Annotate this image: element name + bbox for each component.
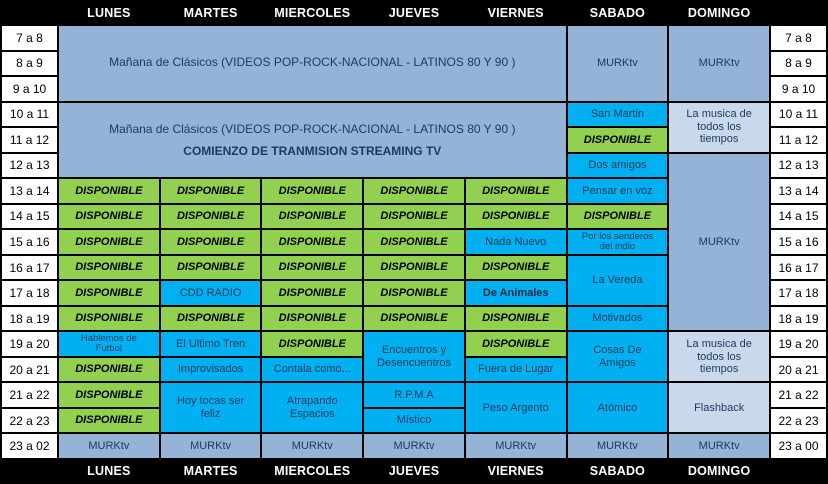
corner-cell (771, 2, 826, 24)
schedule-cell-disponible[interactable]: DISPONIBLE (161, 205, 261, 229)
schedule-cell-disponible[interactable]: DISPONIBLE (262, 332, 362, 356)
schedule-cell-disponible[interactable]: DISPONIBLE (466, 205, 566, 229)
schedule-cell-disponible[interactable]: DISPONIBLE (364, 205, 464, 229)
time-slot-left: 13 a 14 (2, 179, 57, 203)
schedule-cell-murktv[interactable]: MURKtv (59, 434, 159, 458)
time-slot-left: 8 a 9 (2, 52, 57, 76)
schedule-cell-atomico[interactable]: Atómico (568, 383, 668, 432)
day-header-miercoles: MIERCOLES (262, 2, 362, 24)
schedule-cell-disponible[interactable]: DISPONIBLE (466, 179, 566, 203)
day-header-sabado-bottom: SABADO (568, 460, 668, 482)
schedule-cell-disponible[interactable]: DISPONIBLE (59, 409, 159, 433)
schedule-cell-disponible[interactable]: DISPONIBLE (364, 179, 464, 203)
corner-cell (2, 2, 57, 24)
schedule-cell-disponible[interactable]: DISPONIBLE (466, 332, 566, 356)
day-header-domingo-bottom: DOMINGO (669, 460, 769, 482)
schedule-cell-disponible[interactable]: DISPONIBLE (59, 256, 159, 280)
time-slot-left: 17 a 18 (2, 281, 57, 305)
schedule-cell-disponible[interactable]: DISPONIBLE (466, 256, 566, 280)
time-slot-right: 23 a 00 (771, 434, 826, 458)
time-slot-left: 12 a 13 (2, 154, 57, 178)
schedule-cell-disponible[interactable]: DISPONIBLE (364, 230, 464, 254)
time-slot-right: 11 a 12 (771, 128, 826, 152)
day-header-jueves: JUEVES (364, 2, 464, 24)
time-slot-right: 22 a 23 (771, 409, 826, 433)
schedule-cell-disponible[interactable]: DISPONIBLE (262, 179, 362, 203)
schedule-cell-banner[interactable] (59, 103, 566, 178)
schedule-cell-disponible[interactable]: DISPONIBLE (161, 256, 261, 280)
time-slot-right: 8 a 9 (771, 52, 826, 76)
banner-line-1: Mañana de Clásicos (VIDEOS POP-ROCK-NACIONAL - LATINOS 80 Y 90 ) (109, 121, 516, 136)
time-slot-right: 20 a 21 (771, 358, 826, 382)
time-slot-left: 15 a 16 (2, 230, 57, 254)
schedule-cell-de-animales[interactable]: De Animales (466, 281, 566, 305)
schedule-cell-disponible[interactable]: DISPONIBLE (59, 205, 159, 229)
day-header-martes-bottom: MARTES (161, 460, 261, 482)
time-slot-right: 19 a 20 (771, 332, 826, 356)
schedule-cell-r-p-m-a[interactable]: R.P.M.A (364, 383, 464, 407)
schedule-cell-disponible[interactable]: DISPONIBLE (466, 307, 566, 331)
day-header-lunes: LUNES (59, 2, 159, 24)
time-slot-left: 23 a 02 (2, 434, 57, 458)
time-slot-right: 17 a 18 (771, 281, 826, 305)
time-slot-left: 18 a 19 (2, 307, 57, 331)
schedule-cell-disponible[interactable]: DISPONIBLE (262, 205, 362, 229)
schedule-cell-la-musica-de-todos-los-tiempos[interactable]: La musica de todos los tiempos (669, 103, 769, 152)
schedule-cell-improvisados[interactable]: Improvisados (161, 358, 261, 382)
schedule-cell-disponible[interactable]: DISPONIBLE (59, 307, 159, 331)
schedule-cell-disponible[interactable]: DISPONIBLE (364, 307, 464, 331)
corner-cell (2, 460, 57, 482)
time-slot-right: 10 a 11 (771, 103, 826, 127)
schedule-cell-cosas-de-amigos[interactable]: Cosas De Amigos (568, 332, 668, 381)
day-header-jueves-bottom: JUEVES (364, 460, 464, 482)
time-slot-right: 18 a 19 (771, 307, 826, 331)
time-slot-right: 13 a 14 (771, 179, 826, 203)
schedule-cell-manana-de-clasicos-videos-pop-rock-nacional-latinos-80-y-90[interactable]: Mañana de Clásicos (VIDEOS POP-ROCK-NACIONAL - LATINOS 80 Y 90 ) (59, 26, 566, 101)
schedule-cell-hablemos-de-futbol[interactable]: Hablemos de Futbol (59, 332, 159, 356)
schedule-cell-murktv[interactable]: MURKtv (669, 434, 769, 458)
schedule-cell-murktv[interactable]: MURKtv (568, 434, 668, 458)
day-header-miercoles-bottom: MIERCOLES (262, 460, 362, 482)
time-slot-left: 22 a 23 (2, 409, 57, 433)
time-slot-left: 20 a 21 (2, 358, 57, 382)
schedule-cell-disponible[interactable]: DISPONIBLE (161, 230, 261, 254)
schedule-cell-murktv[interactable]: MURKtv (669, 154, 769, 331)
schedule-cell-disponible[interactable]: DISPONIBLE (59, 358, 159, 382)
day-header-lunes-bottom: LUNES (59, 460, 159, 482)
schedule-cell-atrapando-espacios[interactable]: Atrapando Espacios (262, 383, 362, 432)
schedule-cell-hoy-tocas-ser-feliz[interactable]: Hoy tocas ser feliz (161, 383, 261, 432)
time-slot-right: 12 a 13 (771, 154, 826, 178)
schedule-cell-mistico[interactable]: Místico (364, 409, 464, 433)
day-header-viernes-bottom: VIERNES (466, 460, 566, 482)
schedule-cell-disponible[interactable]: DISPONIBLE (568, 128, 668, 152)
time-slot-right: 15 a 16 (771, 230, 826, 254)
schedule-cell-disponible[interactable]: DISPONIBLE (59, 230, 159, 254)
schedule-cell-motivados[interactable]: Motivados (568, 307, 668, 331)
schedule-cell-murktv[interactable]: MURKtv (262, 434, 362, 458)
schedule-cell-encuentros-y-desencuentros[interactable]: Encuentros y Desencuentros (364, 332, 464, 381)
schedule-cell-dos-amigos[interactable]: Dos amigos (568, 154, 668, 178)
schedule-cell-disponible[interactable]: DISPONIBLE (262, 230, 362, 254)
time-slot-left: 10 a 11 (2, 103, 57, 127)
day-header-martes: MARTES (161, 2, 261, 24)
schedule-cell-disponible[interactable]: DISPONIBLE (161, 179, 261, 203)
schedule-cell-la-musica-de-todos-los-tiempos[interactable]: La musica de todos los tiempos (669, 332, 769, 381)
banner-line-2: COMIENZO DE TRANMISION STREAMING TV (183, 143, 442, 158)
schedule-cell-contala-como[interactable]: Contala como... (262, 358, 362, 382)
time-slot-right: 9 a 10 (771, 77, 826, 101)
schedule-cell-disponible[interactable]: DISPONIBLE (262, 281, 362, 305)
schedule-cell-el-ultimo-tren[interactable]: El Ultimo Tren (161, 332, 261, 356)
time-slot-left: 11 a 12 (2, 128, 57, 152)
time-slot-left: 16 a 17 (2, 256, 57, 280)
time-slot-left: 14 a 15 (2, 205, 57, 229)
schedule-cell-pensar-en-voz[interactable]: Pensar en voz (568, 179, 668, 203)
schedule-cell-cdd-radio[interactable]: CDD RADIO (161, 281, 261, 305)
time-slot-right: 16 a 17 (771, 256, 826, 280)
time-slot-left: 7 a 8 (2, 26, 57, 50)
schedule-cell-disponible[interactable]: DISPONIBLE (262, 256, 362, 280)
schedule-cell-por-los-senderos-del-indio[interactable]: Por los senderos del indio (568, 230, 668, 254)
time-slot-left: 19 a 20 (2, 332, 57, 356)
day-header-domingo: DOMINGO (669, 2, 769, 24)
schedule-cell-disponible[interactable]: DISPONIBLE (59, 179, 159, 203)
schedule-cell-disponible[interactable]: DISPONIBLE (59, 383, 159, 407)
schedule-cell-murktv[interactable]: MURKtv (669, 26, 769, 101)
schedule-cell-disponible[interactable]: DISPONIBLE (364, 281, 464, 305)
schedule-cell-nada-nuevo[interactable]: Nada Nuevo (466, 230, 566, 254)
time-slot-right: 14 a 15 (771, 205, 826, 229)
schedule-cell-san-martin[interactable]: San Martin (568, 103, 668, 127)
schedule-cell-peso-argento[interactable]: Peso Argento (466, 383, 566, 432)
schedule-cell-disponible[interactable]: DISPONIBLE (364, 256, 464, 280)
schedule-cell-disponible[interactable]: DISPONIBLE (161, 307, 261, 331)
schedule-cell-disponible[interactable]: DISPONIBLE (262, 307, 362, 331)
schedule-cell-fuera-de-lugar[interactable]: Fuera de Lugar (466, 358, 566, 382)
schedule-cell-disponible[interactable]: DISPONIBLE (59, 281, 159, 305)
schedule-cell-disponible[interactable]: DISPONIBLE (568, 205, 668, 229)
corner-cell (771, 460, 826, 482)
schedule-cell-la-vereda[interactable]: La Vereda (568, 256, 668, 305)
schedule-cell-murktv[interactable]: MURKtv (466, 434, 566, 458)
schedule-cell-murktv[interactable]: MURKtv (161, 434, 261, 458)
time-slot-right: 21 a 22 (771, 383, 826, 407)
time-slot-right: 7 a 8 (771, 26, 826, 50)
schedule-cell-flashback[interactable]: Flashback (669, 383, 769, 432)
day-header-sabado: SABADO (568, 2, 668, 24)
day-header-viernes: VIERNES (466, 2, 566, 24)
schedule-cell-murktv[interactable]: MURKtv (364, 434, 464, 458)
schedule-cell-murktv[interactable]: MURKtv (568, 26, 668, 101)
time-slot-left: 21 a 22 (2, 383, 57, 407)
time-slot-left: 9 a 10 (2, 77, 57, 101)
